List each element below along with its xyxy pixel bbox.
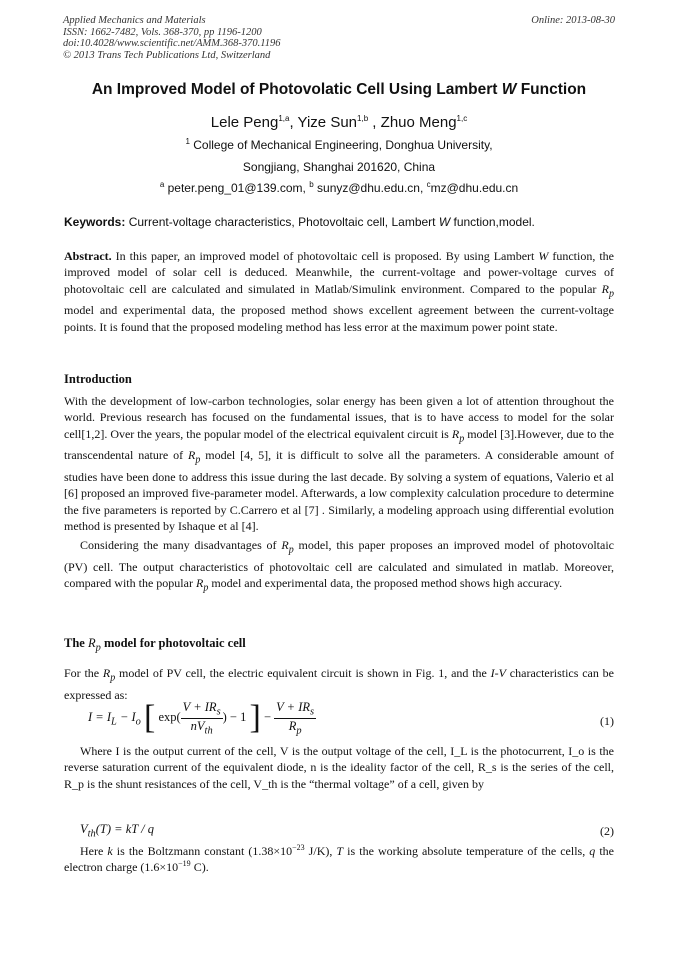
affiliation-line-1: $^1$ College of Mechanical Engineering, Donghua University, <box>185 137 493 152</box>
online-date: Online: 2013-08-30 <box>531 15 615 26</box>
equation-2-number: (2) <box>600 824 614 838</box>
issn-line: ISSN: 1662-7482, Vols. 368-370, pp 1196-1200 <box>63 26 262 38</box>
section-heading-introduction: Introduction <box>64 372 132 386</box>
email-link[interactable]: peter.peng_01@139.com, <box>167 181 306 195</box>
keywords: Keywords: Current-voltage characteristics, Photovoltaic cell, Lambert W function,model. <box>64 215 535 229</box>
doi-line[interactable]: doi:10.4028/www.scientific.net/AMM.368-370.1196 <box>63 38 281 49</box>
author-name: Zhuo Meng <box>380 114 457 131</box>
equation-1: $I = I_L - I_o$ [ exp( $\frac{V + IR_s}{nV_{th}}$ ) − 1 ] − $\frac{V + IR_s}{R_p}$ <box>88 699 315 736</box>
rp-model-intro: For the $R_p$ model of PV cell, the electric equivalent circuit is shown in Fig. 1, and the I-V characteristics can be expressed as: <box>64 666 614 702</box>
author-list: Lele Peng$^{1,a}$, Yize Sun$^{1,b}$ , Zhuo Meng$^{1,c}$ <box>210 114 468 131</box>
abstract: Abstract. In this paper, an improved model of photovoltaic cell is proposed. By using Lambert W function, the improved model of solar cell is deduced. Meanwhile, the current-voltage and power-voltage curves of photovoltaic cell are calculated and simulated in Matlab/Simulink environment. Compared to the popular $R_p$ model and experimental data, the proposed method shows excellent agreement between the current-voltage points. It is found that the proposed modeling method has less error at the maximum power point state. <box>64 249 614 334</box>
email-line: $^a$ peter.peng_01@139.com, $^b$ sunyz@dhu.edu.cn, $^c$mz@dhu.edu.cn <box>159 180 519 195</box>
email-link[interactable]: mz@dhu.edu.cn <box>430 181 519 195</box>
journal-name: Applied Mechanics and Materials <box>63 15 206 26</box>
affiliation-line-2: Songjiang, Shanghai 201620, China <box>242 160 436 174</box>
equation-1-number: (1) <box>600 714 614 728</box>
email-link[interactable]: sunyz@dhu.edu.cn, <box>317 181 424 195</box>
boltzmann-definition: Here k is the Boltzmann constant ($1.38\times 10^{-23}$ J/K), T is the working absolute temperature of the cells, q the electron charge ($1.6\times 10^{-19}$ C). <box>64 843 614 875</box>
author-name: Lele Peng <box>210 114 279 131</box>
section-heading-rp-model: The $R_p$ model for photovoltaic cell <box>64 636 246 654</box>
journal-header <box>63 15 280 61</box>
copyright-line: © 2013 Trans Tech Publications Ltd, Switzerland <box>63 49 271 61</box>
introduction-body: With the development of low-carbon technologies, solar energy has been given a lot of attention throughout the world. Previous research has focused on the fundamental issues, that is to have access to model for the solar cell[1,2]. Over the years, the popular model of the electrical equivalent circuit is $R_p$ model [3].However, due to the transcendental nature of $R_p$ model [4, 5], it is difficult to solve all the parameters. A considerable amount of studies have been done to address this issue during the last decade. By solving a system of equations, Valerio et al [6] proposed an improved five-parameter model. Afterwards, a low complexity calculation procedure to determine the five parameters is reported by C.Carrero et al [7] . Similarly, a modeling approach using differential evolution method is presented by Ishaque et al [4]. Considering the many disadvantages of $R_p$ model, this paper proposes an improved model of photovoltaic (PV) cell. The output characteristics of photovoltaic cell are calculated and simulated in matlab. Moreover, compared with the popular $R_p$ model and experimental data, the proposed method shows high accuracy. <box>64 394 614 594</box>
equation-2: $V_{th}(T)$ = kT / q <box>80 822 154 840</box>
paper-title: An Improved Model of Photovolatic Cell Using Lambert W Function <box>91 81 587 98</box>
rp-model-variables: Where I is the output current of the cell, V is the output voltage of the cell, I_L is the photocurrent, I_o is the reverse saturation current of the equivalent diode, n is the ideality factor of the cell, R_s is the series of the cell, R_p is the shunt resistances of the cell, V_th is the “thermal voltage” of a cell, given by <box>64 744 614 791</box>
author-name: Yize Sun <box>297 114 358 131</box>
